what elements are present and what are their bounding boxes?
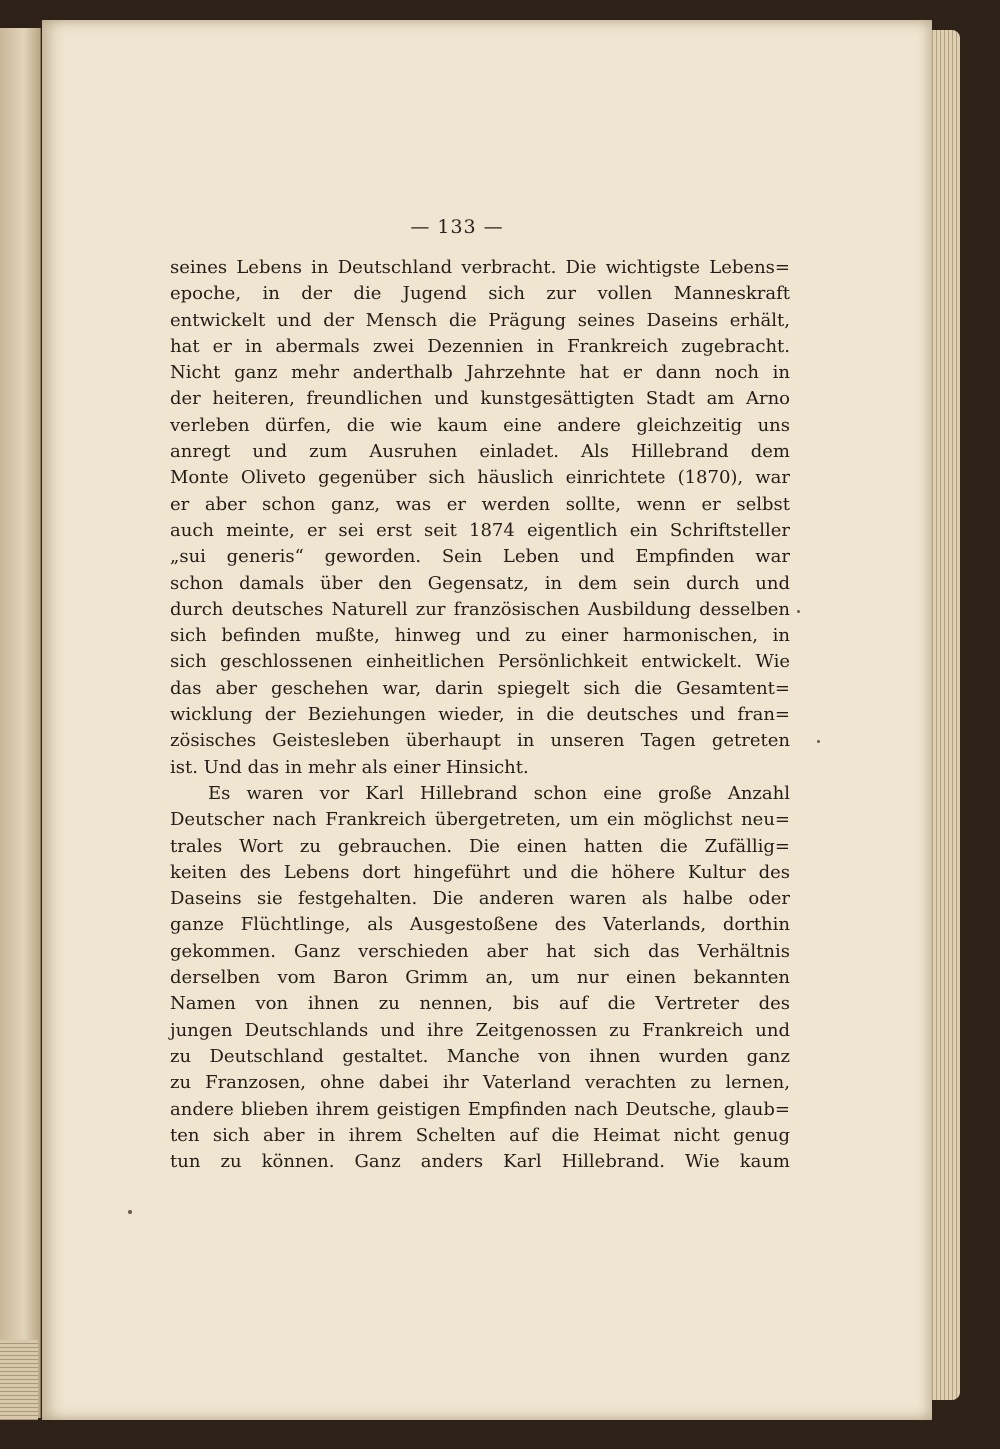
text-line: Nicht ganz mehr anderthalb Jahrzehnte hat er dann noch in [170,362,790,384]
text-line: wicklung der Beziehungen wieder, in die deutsches und fran= [170,704,790,726]
text-line: zu Franzosen, ohne dabei ihr Vaterland verachten zu lernen, [170,1072,790,1094]
text-line: Daseins sie festgehalten. Die anderen waren als halbe oder [170,888,790,910]
text-line: der heiteren, freundlichen und kunstgesättigten Stadt am Arno [170,388,790,410]
text-line: epoche, in der die Jugend sich zur vollen Manneskraft [170,283,790,305]
paper-speck [797,610,800,613]
text-line: Monte Oliveto gegenüber sich häuslich einrichtete (1870), war [170,467,790,489]
book-page [42,20,932,1420]
body-text [170,255,790,1175]
text-line: seines Lebens in Deutschland verbracht. Die wichtigste Lebens= [170,257,790,278]
text-line: „sui generis“ geworden. Sein Leben und Empfinden war [170,546,790,568]
text-line: verleben dürfen, die wie kaum eine andere gleichzeitig uns [170,414,790,436]
text-line: durch deutsches Naturell zur französischen Ausbildung desselben [170,598,790,620]
text-line: andere blieben ihrem geistigen Empfinden nach Deutsche, glaub= [170,1098,790,1120]
text-line: keiten des Lebens dort hingeführt und die höhere Kultur des [170,861,790,883]
text-line: derselben vom Baron Grimm an, um nur einen bekannten [170,967,790,989]
text-line: zösisches Geistesleben überhaupt in unseren Tagen getreten [170,730,790,752]
text-line: Namen von ihnen zu nennen, bis auf die Vertreter des [170,993,790,1015]
text-line: schon damals über den Gegensatz, in dem sein durch und [170,572,790,594]
text-line: anregt und zum Ausruhen einladet. Als Hillebrand dem [170,441,790,463]
text-line: entwickelt und der Mensch die Prägung seines Daseins erhält, [170,309,790,331]
text-line: tun zu können. Ganz anders Karl Hillebrand. Wie kaum [170,1151,790,1173]
text-line-paragraph-start: Es waren vor Karl Hillebrand schon eine große Anzahl [208,782,790,804]
text-line: gekommen. Ganz verschieden aber hat sich das Verhältnis [170,940,790,962]
text-line: er aber schon ganz, was er werden sollte, wenn er selbst [170,493,790,515]
text-line: das aber geschehen war, darin spiegelt sich die Gesamtent= [170,677,790,699]
left-page-stacked-leaves [0,1340,38,1420]
text-line: sich geschlossenen einheitlichen Persönlichkeit entwickelt. Wie [170,651,790,673]
paper-speck [817,740,820,743]
text-line: Deutscher nach Frankreich übergetreten, um ein möglichst neu= [170,809,790,831]
text-line: ten sich aber in ihrem Schelten auf die Heimat nicht genug [170,1124,790,1146]
text-line: zu Deutschland gestaltet. Manche von ihnen wurden ganz [170,1045,790,1067]
text-line: ganze Flüchtlinge, als Ausgestoßene des Vaterlands, dorthin [170,914,790,936]
text-line: sich befinden mußte, hinweg und zu einer harmonischen, in [170,625,790,647]
text-line: jungen Deutschlands und ihre Zeitgenossen zu Frankreich und [170,1019,790,1041]
text-line: auch meinte, er sei erst seit 1874 eigentlich ein Schriftsteller [170,519,790,541]
text-line: hat er in abermals zwei Dezennien in Frankreich zugebracht. [170,335,790,357]
text-line: trales Wort zu gebrauchen. Die einen hatten die Zufällig= [170,835,790,857]
page-number: — 133 — [410,216,504,238]
paper-speck [128,1210,132,1214]
text-line-paragraph-end: ist. Und das in mehr als einer Hinsicht. [170,756,529,778]
